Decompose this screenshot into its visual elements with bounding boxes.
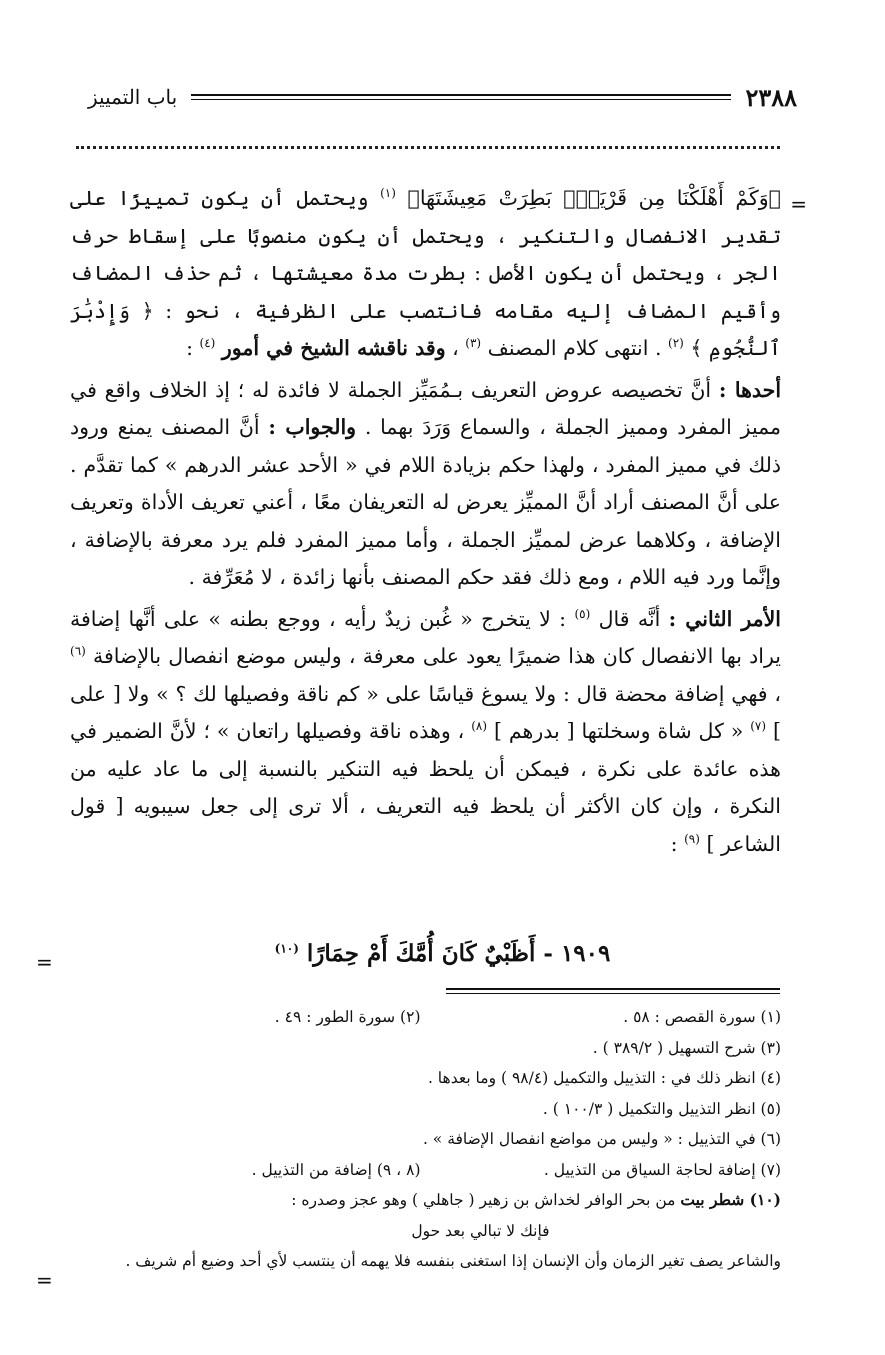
footnote-verse: فإنك لا تبالي بعد حول — [411, 1221, 550, 1240]
paragraph-1 — [70, 180, 781, 368]
paragraph-text: ، — [445, 336, 466, 360]
footnote-4: (٤) انظر ذلك في : التذييل والتكميل (٩٨/٤ ) وما بعدها . — [427, 1069, 781, 1087]
footnote-ref: (٥) — [574, 606, 591, 621]
verse-number: ١٩٠٩ - — [543, 940, 611, 967]
verse-text: أَظَبْيٌ كَانَ أُمَّكَ أَمْ حِمَارًا — [306, 940, 536, 967]
footnote-ref: (٦) — [70, 644, 86, 659]
footnote-ref: (٩) — [684, 831, 700, 846]
footnote-1: (١) سورة القصص : ٥٨ . — [623, 1008, 781, 1026]
footnote-2: (٢) سورة الطور : ٤٩ . — [274, 1008, 421, 1026]
paragraph-text: ، وهذه ناقة وفصيلها راتعان » ؛ لأنَّ الضمير في هذه عائدة على نكرة ، فيمكن أن يلحظ فيه التنكير بالنسبة إلى ما عاد عليه من النكرة ، وإن كان الأكثر أن يلحظ فيه التعريف ، ألا ترى إلى جعل سيبويه [ قول الشاعر ] — [70, 719, 781, 856]
footnote-separator — [446, 988, 780, 994]
dotted-separator — [76, 146, 780, 149]
quran-bracket-close: ﴾ — [690, 336, 703, 360]
footnote-conclusion: والشاعر يصف تغير الزمان وأن الإنسان إذا استغنى بنفسه فلا يهمه أن ينتسب لأي أحد وضيع أم شريف . — [125, 1252, 781, 1270]
main-text — [70, 180, 781, 867]
paragraph-text: « كل شاة وسخلتها [ بدرهم ] — [487, 719, 751, 743]
footnote-row — [60, 1002, 781, 1033]
footnotes — [60, 1002, 781, 1277]
footnote-ref: (٧) — [750, 719, 767, 734]
poetry-verse — [100, 940, 785, 967]
continuation-mark-bottom: = — [36, 1268, 53, 1292]
footnote-ref: (١) — [380, 186, 396, 201]
paragraph-text: ، فهي إضافة محضة قال : ولا يسوغ قياسًا على « كم ناقة وفصيلها لك ؟ » ولا [ على ] — [70, 681, 781, 743]
footnote-ref: (٤) — [199, 336, 216, 351]
quran-quote: وَكَمْ أَهْلَكْنَا مِن قَرْيَةِۭ بَطِرَتْ مَعِيشَتَهَا — [419, 186, 769, 210]
paragraph-text: . انتهى كلام المصنف — [487, 336, 669, 360]
paragraph-text: ويحتمل أن يكون تمييزًا على تقدير الانفصال والتنكير ، ويحتمل أن يكون منصوبًا على إسقاط حرف الجر ، ويحتمل أن يكون الأصل : بطرت مدة معيشتها ، ثم حذف المضاف وأقيم المضاف إليه مقامه فانتصب على الظرفية ، نحو : — [70, 186, 781, 323]
quran-bracket-open: ﴿ — [141, 298, 154, 323]
paragraph-text: : لا يتخرج « غُبن زيدٌ رأيه ، ووجع بطنه » على أنَّها إضافة يراد بها الانفصال كان هذا ضميرًا يعود على معرفة ، وليس موضع انفصال بالإضافة — [70, 606, 781, 668]
paragraph-text: : — [186, 336, 200, 360]
quran-quote: وَإِدْبَٰرَ ٱلنُّجُومِ — [70, 298, 781, 360]
footnote-ref: (٨) — [471, 719, 488, 734]
continuation-mark-top: = — [790, 192, 807, 216]
footnote-3: (٣) شرح التسهيل ( ٣٨٩/٢ ) . — [592, 1038, 781, 1057]
quran-bracket-open: ﴿ — [768, 186, 781, 210]
footnote-row — [60, 1155, 781, 1186]
footnote-5: (٥) انظر التذييل والتكميل ( ١٠٠/٣ ) . — [542, 1099, 781, 1118]
footnote-text: من بحر الوافر لخداش بن زهير ( جاهلي ) وهو عجز وصدره : — [291, 1191, 681, 1209]
footnote-7: (٧) إضافة لحاجة السياق من التذييل . — [543, 1160, 781, 1179]
page-header — [88, 80, 797, 114]
paragraph-text: : — [670, 831, 685, 856]
paragraph-2 — [70, 372, 781, 597]
chapter-title: باب التمييز — [88, 85, 178, 109]
footnote-lead: (١٠) شطر بيت — [680, 1190, 781, 1209]
page-number: ٢٣٨٨ — [745, 82, 797, 112]
footnote-ref: (١٠) — [274, 941, 299, 956]
section-lead: أحدها : — [718, 377, 782, 402]
paragraph-text: أنَّ المصنف يمنع ورود ذلك في مميز المفرد ، ولهذا حكم بزيادة اللام في « الأحد عشر الدرهم » كما تقدَّم . على أنَّ المصنف أراد أنَّ المميِّز يعرض له التعريفان معًا ، أعني تعريف الأداة وتعريف الإضافة ، وكلاهما عرض لمميِّز الجملة ، وأما مميز المفرد فلم يرد معرفة بالإضافة ، وإنَّما ورد فيه اللام ، ومع ذلك فقد حكم المصنف بأنها زائدة ، لا مُعَرِّفة . — [70, 415, 781, 589]
footnote-6: (٦) في التذييل : « وليس من مواضع انفصال الإضافة » . — [422, 1130, 781, 1148]
paragraph-text: أنَّ تخصيصه عروض التعريف بـمُمَيِّز الجملة لا فائدة له ؛ إذ الخلاف واقع في مميز المفرد ومميز الجملة ، والسماع وَرَدَ بهما . — [70, 377, 781, 439]
paragraph-text: أنَّه قال — [590, 606, 669, 631]
footnote-8-9: (٨ ، ٩) إضافة من التذييل . — [251, 1160, 421, 1179]
footnote-ref: (٢) — [668, 336, 684, 351]
footnote-10 — [60, 1185, 781, 1216]
footnote-ref: (٣) — [465, 336, 482, 351]
quran-bracket-close: ﴾ — [407, 186, 420, 210]
continuation-mark-verse: = — [36, 950, 53, 974]
header-rule — [191, 94, 731, 100]
section-lead: الأمر الثاني : — [668, 606, 782, 631]
answer-lead: والجواب : — [268, 415, 357, 439]
bold-phrase: وقد ناقشه الشيخ في أمور — [221, 336, 446, 360]
paragraph-3 — [70, 601, 781, 864]
